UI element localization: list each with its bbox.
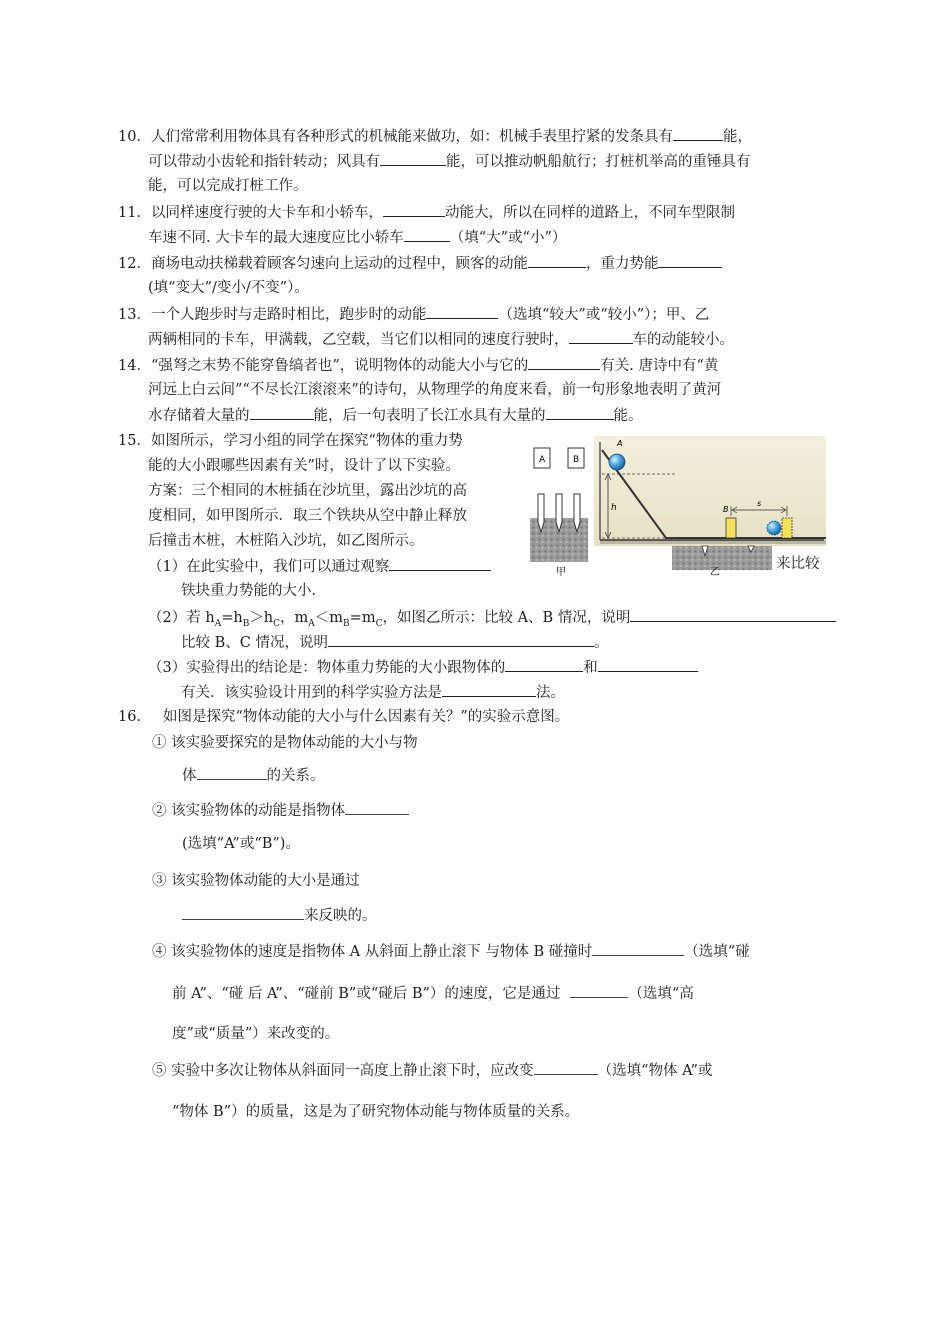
q10-number: 10． bbox=[118, 129, 151, 145]
caption-yi: 乙 bbox=[710, 567, 720, 576]
q15-blank-6[interactable] bbox=[442, 682, 536, 697]
q14-line3: 水存储着大量的 能，后一句表明了长江水具有大量的 能。 bbox=[148, 405, 643, 426]
q15-line3: 方案：三个相同的木桩插在沙坑里，露出沙坑的高 bbox=[148, 483, 467, 499]
q10-blank-1[interactable] bbox=[673, 126, 723, 141]
block-b-moved bbox=[782, 518, 792, 538]
q15-blank-3[interactable] bbox=[328, 632, 594, 647]
q12-number: 12． bbox=[118, 256, 151, 272]
label-block-b: B bbox=[723, 505, 729, 514]
ball-a bbox=[609, 454, 625, 470]
q16-item3-line1: ③ 该实验物体动能的大小是通过 bbox=[152, 873, 360, 889]
q15-blank-4[interactable] bbox=[505, 657, 583, 672]
q15-sub3-line1: （3）实验得出的结论是：物体重力势能的大小跟物体的 和 bbox=[148, 657, 698, 678]
q11-blank-1[interactable] bbox=[383, 202, 445, 217]
q16-blank-2[interactable] bbox=[345, 800, 409, 815]
stake-1 bbox=[538, 494, 544, 532]
q10-line1: 10．人们常常利用物体具有各种形式的机械能来做功，如：机械手表里拧紧的发条具有 能， bbox=[118, 126, 752, 147]
label-a-jia: A bbox=[539, 455, 546, 465]
q15-sub2-line1: （2）若 $h_A=h_B>h_C$，$m_A<m_B=m_C$，如图乙所示：比较 A、B 情况，说明 bbox=[148, 607, 836, 634]
ball-a-end bbox=[767, 521, 781, 535]
q13-line2: 两辆相同的卡车，甲满载，乙空载，当它们以相同的速度行驶时， 车的动能较小。 bbox=[148, 329, 734, 350]
block-b-yi bbox=[726, 518, 736, 538]
q15-sub1-line2: 铁块重力势能的大小. bbox=[181, 583, 317, 599]
q16-item3-line2: 来反映的。 bbox=[182, 905, 377, 926]
q14-blank-1[interactable] bbox=[528, 355, 600, 370]
q15-blank-5[interactable] bbox=[598, 657, 698, 672]
stake-2 bbox=[556, 494, 562, 532]
q11-line1: 11．以同样速度行驶的大卡车和小轿车， 动能大，所以在同样的道路上，不同车型限制 bbox=[118, 202, 735, 223]
q15-blank-2[interactable] bbox=[630, 607, 836, 622]
figure-yi bbox=[594, 436, 826, 570]
q16-item1-line2: 体 的关系。 bbox=[182, 765, 325, 786]
q16-intro: 16． 如图是探究“物体动能的大小与什么因素有关？”的实验示意图。 bbox=[118, 709, 570, 725]
q15-line1: 15．如图所示，学习小组的同学在探究“物体的重力势 bbox=[118, 433, 463, 449]
q15-blank-1[interactable] bbox=[389, 556, 491, 571]
q16-item4-line1: ④ 该实验物体的速度是指物体 A 从斜面上静止滚下 与物体 B 碰撞时 （选填“碰 bbox=[152, 941, 750, 962]
label-h: h bbox=[611, 503, 617, 513]
label-s: s bbox=[757, 499, 762, 508]
stake-3 bbox=[574, 494, 580, 532]
label-ball-a: A bbox=[617, 439, 623, 448]
q16-blank-4[interactable] bbox=[592, 941, 684, 956]
q16-item2-line2: (选填“A”或“B”)。 bbox=[182, 836, 300, 852]
q16-blank-6[interactable] bbox=[534, 1060, 598, 1075]
q10-line3: 能，可以完成打桩工作。 bbox=[148, 178, 308, 194]
q16-item1-line1: ① 该实验要探究的是物体动能的大小与物 bbox=[152, 735, 418, 751]
q15-sub1-tail: 来比较 bbox=[776, 556, 820, 572]
q13-blank-1[interactable] bbox=[426, 304, 498, 319]
q13-number: 13． bbox=[118, 307, 151, 323]
caption-jia: 甲 bbox=[556, 567, 566, 576]
q16-item4-line3: 度”或“质量”）来改变的。 bbox=[172, 1026, 340, 1042]
q16-blank-1[interactable] bbox=[197, 765, 267, 780]
q12-line1: 12．商场电动扶梯载着顾客匀速向上运动的过程中，顾客的动能 ，重力势能 bbox=[118, 253, 722, 274]
q16-item4-line2: 前 A”、“碰 后 A”、“碰前 B”或“碰后 B”）的速度，它是通过 （选填“高 bbox=[172, 983, 694, 1004]
q14-line2: 河远上白云间”“不尽长江滚滚来”的诗句，从物理学的角度来看，前一句形象地表明了黄河 bbox=[148, 382, 722, 398]
q11-blank-2[interactable] bbox=[404, 227, 450, 242]
q12-blank-2[interactable] bbox=[658, 253, 722, 268]
q15-line4: 度相同，如甲图所示．取三个铁块从空中静止释放 bbox=[148, 508, 467, 524]
sand-pit-yi bbox=[672, 546, 772, 570]
q15-number: 15． bbox=[118, 433, 151, 449]
label-b-jia: B bbox=[573, 455, 580, 465]
q10-blank-2[interactable] bbox=[380, 151, 446, 166]
q16-item2-line1: ② 该实验物体的动能是指物体 bbox=[152, 800, 409, 821]
q14-blank-3[interactable] bbox=[546, 405, 614, 420]
q11-line2: 车速不同. 大卡车的最大速度应比小轿车 （填“大”或“小”） bbox=[148, 227, 566, 248]
q16-blank-5[interactable] bbox=[570, 983, 628, 998]
q12-line2: (填“变大”/变小/不变”）。 bbox=[148, 280, 309, 296]
q15-line5: 后撞击木桩，木桩陷入沙坑，如乙图所示。 bbox=[148, 533, 424, 549]
q15-sub1-line1: （1）在此实验中，我们可以通过观察 bbox=[148, 556, 491, 577]
q16-number: 16． bbox=[118, 709, 151, 725]
q11-number: 11． bbox=[118, 205, 151, 221]
q15-sub3-line2: 有关．该实验设计用到的科学实验方法是 法。 bbox=[181, 682, 565, 703]
q14-number: 14． bbox=[118, 358, 151, 374]
q15-sub2-line2: 比较 B、C 情况，说明 。 bbox=[181, 632, 608, 653]
figure-jia bbox=[530, 448, 588, 562]
q10-line2: 可以带动小齿轮和指针转动；风具有 能，可以推动帆船航行；打桩机举高的重锤具有 bbox=[148, 151, 751, 172]
q16-item5-line2: “物体 B”）的质量，这是为了研究物体动能与物体质量的关系。 bbox=[172, 1104, 580, 1120]
q13-line1: 13．一个人跑步时与走路时相比，跑步时的动能 （选填“较大”或“较小”）；甲、乙 bbox=[118, 304, 709, 325]
q14-blank-2[interactable] bbox=[250, 405, 314, 420]
q16-blank-3[interactable] bbox=[182, 905, 304, 920]
q12-blank-1[interactable] bbox=[528, 253, 586, 268]
q13-blank-2[interactable] bbox=[569, 329, 633, 344]
q15-line2: 能的大小跟哪些因素有关”时，设计了以下实验。 bbox=[148, 458, 460, 474]
q14-line1: 14．“强弩之末势不能穿鲁缟者也”，说明物体的动能大小与它的 有关. 唐诗中有“黄 bbox=[118, 355, 718, 376]
q16-item5-line1: ⑤ 实验中多次让物体从斜面同一高度上静止滚下时，应改变 （选填“物体 A”或 bbox=[152, 1060, 712, 1081]
